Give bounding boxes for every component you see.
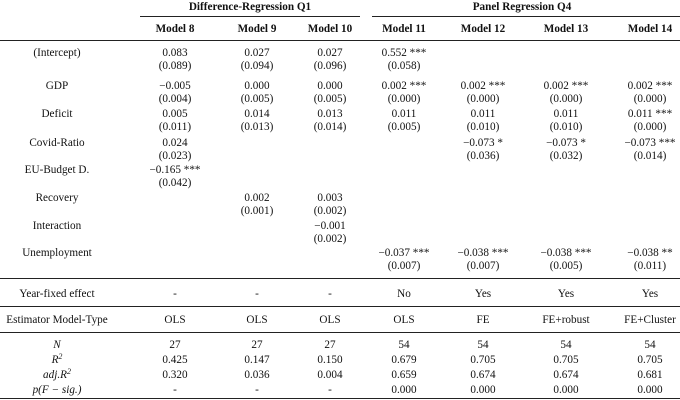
- stat-value: 0.000: [637, 384, 663, 396]
- coefficient: 0.002: [244, 192, 270, 204]
- bottom-rule: [0, 398, 680, 399]
- stat-value: 54: [560, 339, 572, 351]
- standard-error: (0.005): [387, 121, 421, 133]
- coefficient: −0.005: [159, 80, 191, 92]
- fixed-effect-value: No: [397, 288, 411, 300]
- row-label: EU-Budget D.: [24, 164, 90, 176]
- standard-error: (0.096): [313, 60, 347, 72]
- model-header: Model 13: [543, 23, 589, 35]
- coefficient: 0.003: [317, 192, 343, 204]
- model-header: Model 12: [460, 23, 506, 35]
- stat-label-superscript: 2: [58, 352, 63, 361]
- stat-label-text: p(F − sig.): [32, 384, 82, 396]
- estimator-value: OLS: [164, 314, 186, 326]
- coefficient: −0.165 ***: [149, 164, 201, 176]
- stat-value: -: [328, 384, 332, 396]
- standard-error: (0.023): [158, 150, 192, 162]
- stat-label: [52, 354, 63, 366]
- estimator-value: OLS: [319, 314, 341, 326]
- model-header: Model 9: [237, 23, 277, 35]
- fixed-effect-value: -: [255, 288, 259, 300]
- stat-value: 54: [398, 339, 410, 351]
- coefficient: −0.038 **: [627, 247, 673, 259]
- group-header-difference-regression: Difference-Regression Q1: [188, 1, 312, 13]
- stat-label: [43, 369, 71, 381]
- coefficient: 0.002 ***: [627, 80, 673, 92]
- standard-error: (0.004): [158, 93, 192, 105]
- coefficient: −0.038 ***: [457, 247, 509, 259]
- stat-value: -: [255, 384, 259, 396]
- stat-value: 0.681: [637, 369, 663, 381]
- stat-value: 0.004: [317, 369, 343, 381]
- standard-error: (0.094): [240, 60, 274, 72]
- coefficient: 0.024: [162, 137, 188, 149]
- standard-error: (0.000): [633, 93, 667, 105]
- standard-error: (0.000): [633, 121, 667, 133]
- coefficient: 0.083: [162, 47, 188, 59]
- standard-error: (0.001): [240, 205, 274, 217]
- fixed-effect-value: -: [173, 288, 177, 300]
- coefficient: −0.073 ***: [624, 137, 676, 149]
- coefficient: 0.027: [244, 47, 270, 59]
- stat-value: 0.674: [553, 369, 579, 381]
- coefficient: 0.011: [553, 108, 579, 120]
- standard-error: (0.010): [549, 121, 583, 133]
- group-rule-right: [372, 16, 680, 17]
- fixed-effect-rule: [0, 306, 680, 307]
- model-header: Model 10: [307, 23, 353, 35]
- standard-error: (0.000): [549, 93, 583, 105]
- standard-error: (0.013): [240, 121, 274, 133]
- stat-label: [33, 384, 82, 396]
- group-rule-left: [140, 16, 360, 17]
- standard-error: (0.007): [387, 260, 421, 272]
- estimator-value: FE+robust: [542, 314, 590, 326]
- fixed-effect-value: Yes: [557, 288, 575, 300]
- coefficient: 0.011 ***: [627, 108, 673, 120]
- coefficient: −0.038 ***: [540, 247, 592, 259]
- standard-error: (0.011): [633, 260, 667, 272]
- coefficient: −0.073 *: [463, 137, 503, 149]
- stat-value: 0.674: [470, 369, 496, 381]
- stat-value: 0.320: [162, 369, 188, 381]
- stat-label: [53, 339, 60, 351]
- model-header: Model 14: [627, 23, 673, 35]
- standard-error: (0.005): [313, 93, 347, 105]
- coefficient: 0.002 ***: [381, 80, 427, 92]
- row-label: GDP: [45, 80, 69, 92]
- stat-value: 27: [324, 339, 336, 351]
- row-label: Recovery: [35, 192, 79, 204]
- stat-value: 0.659: [391, 369, 417, 381]
- estimator-rule: [0, 332, 680, 333]
- stat-label-superscript: 2: [66, 367, 71, 376]
- stat-value: 0.150: [317, 354, 343, 366]
- stat-value: 0.000: [391, 384, 417, 396]
- standard-error: (0.002): [313, 205, 347, 217]
- coefficient: 0.011: [470, 108, 496, 120]
- standard-error: (0.010): [466, 121, 500, 133]
- standard-error: (0.002): [313, 233, 347, 245]
- standard-error: (0.005): [549, 260, 583, 272]
- body-rule: [0, 278, 680, 279]
- estimator-value: FE+Cluster: [624, 314, 676, 326]
- stat-label-text: N: [53, 339, 61, 351]
- stat-value: 27: [251, 339, 263, 351]
- standard-error: (0.036): [466, 150, 500, 162]
- stat-value: -: [173, 384, 177, 396]
- stat-value: 0.425: [162, 354, 188, 366]
- standard-error: (0.042): [158, 177, 192, 189]
- group-header-panel-regression: Panel Regression Q4: [472, 1, 572, 13]
- coefficient: −0.001: [314, 220, 346, 232]
- coefficient: 0.000: [244, 80, 270, 92]
- estimator-value: OLS: [246, 314, 268, 326]
- standard-error: (0.014): [633, 150, 667, 162]
- stat-value: 54: [644, 339, 656, 351]
- coefficient: 0.014: [244, 108, 270, 120]
- stat-value: 0.000: [470, 384, 496, 396]
- coefficient: 0.011: [391, 108, 417, 120]
- standard-error: (0.000): [387, 93, 421, 105]
- estimator-value: OLS: [393, 314, 415, 326]
- stat-value: 0.147: [244, 354, 270, 366]
- model-header: Model 8: [155, 23, 195, 35]
- row-label: (Intercept): [33, 47, 81, 59]
- coefficient: 0.013: [317, 108, 343, 120]
- coefficient: 0.002 ***: [543, 80, 589, 92]
- row-label: Interaction: [32, 220, 82, 232]
- standard-error: (0.032): [549, 150, 583, 162]
- stat-value: 54: [477, 339, 489, 351]
- row-label: Unemployment: [22, 247, 92, 259]
- row-label: Deficit: [41, 108, 73, 120]
- stat-value: 0.705: [637, 354, 663, 366]
- estimator-label: Estimator Model-Type: [6, 314, 108, 326]
- standard-error: (0.089): [158, 60, 192, 72]
- header-rule: [0, 40, 680, 41]
- coefficient: 0.000: [317, 80, 343, 92]
- stat-value: 27: [169, 339, 181, 351]
- coefficient: 0.027: [317, 47, 343, 59]
- stat-label-text: adj.R: [43, 369, 67, 381]
- estimator-value: FE: [476, 314, 490, 326]
- coefficient: −0.037 ***: [378, 247, 430, 259]
- coefficient: 0.002 ***: [460, 80, 506, 92]
- coefficient: −0.073 *: [546, 137, 586, 149]
- coefficient: 0.552 ***: [381, 47, 427, 59]
- standard-error: (0.058): [387, 60, 421, 72]
- model-header: Model 11: [382, 23, 426, 35]
- stat-label-text: R: [51, 354, 59, 366]
- fixed-effect-value: Yes: [641, 288, 659, 300]
- coefficient: 0.005: [162, 108, 188, 120]
- fixed-effect-label: Year-fixed effect: [19, 288, 95, 300]
- stat-value: 0.705: [470, 354, 496, 366]
- standard-error: (0.000): [466, 93, 500, 105]
- standard-error: (0.011): [158, 121, 192, 133]
- standard-error: (0.014): [313, 121, 347, 133]
- stat-value: 0.705: [553, 354, 579, 366]
- stat-value: 0.679: [391, 354, 417, 366]
- standard-error: (0.007): [466, 260, 500, 272]
- fixed-effect-value: Yes: [474, 288, 492, 300]
- fixed-effect-value: -: [328, 288, 332, 300]
- row-label: Covid-Ratio: [29, 137, 85, 149]
- stat-value: 0.036: [244, 369, 270, 381]
- standard-error: (0.005): [240, 93, 274, 105]
- stat-value: 0.000: [553, 384, 579, 396]
